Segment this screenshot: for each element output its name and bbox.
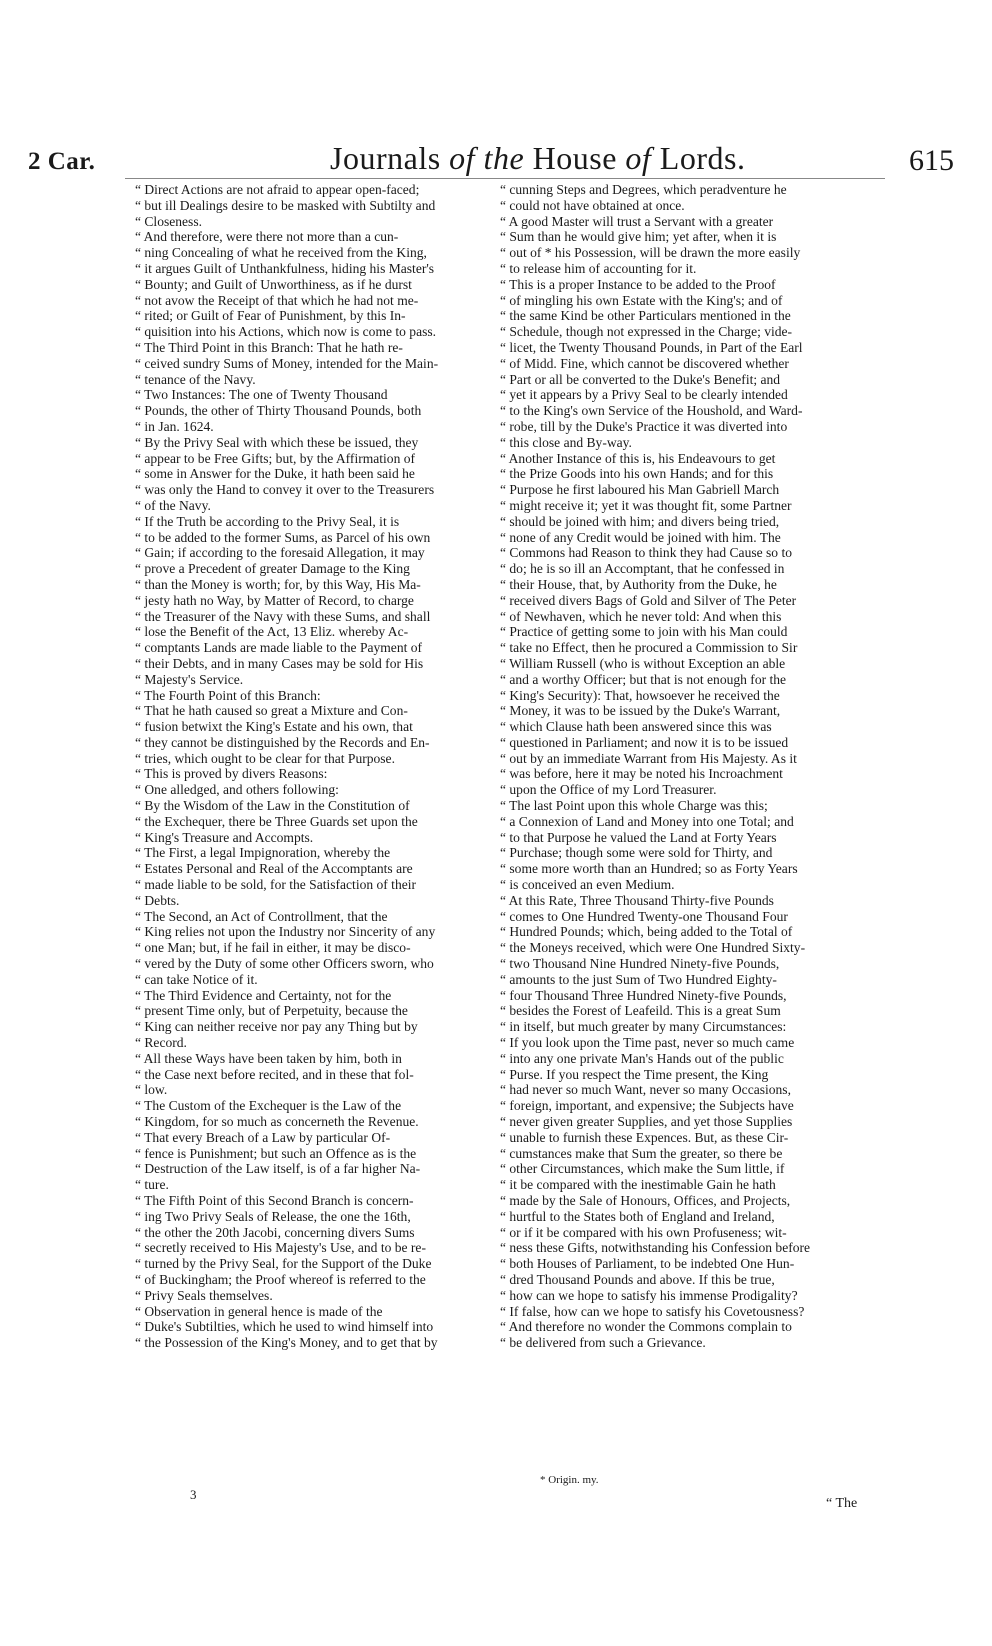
text-line: “ tenance of the Navy.: [135, 371, 256, 387]
text-line: “ If you look upon the Time past, never so much came: [500, 1035, 795, 1051]
text-line: “ of mingling his own Estate with the King's; and of: [500, 292, 783, 308]
text-line: “ vered by the Duty of some other Officers sworn, who: [135, 956, 434, 972]
text-line: “ Schedule, though not expressed in the Charge; vide-: [500, 324, 793, 340]
text-line: “ of Newhaven, which he never told: And when this: [500, 608, 782, 624]
text-line: “ received divers Bags of Gold and Silver of The Peter: [500, 592, 797, 608]
text-line: “ in itself, but much greater by many Circumstances:: [500, 1019, 787, 1035]
text-line: “ The Fifth Point of this Second Branch is concern-: [135, 1193, 414, 1208]
text-line: “ to that Purpose he valued the Land at Forty Years: [500, 829, 777, 845]
header-rule: [125, 178, 885, 179]
text-line: “ William Russell (who is without Exception an able: [500, 655, 786, 671]
left-column: [135, 182, 479, 1462]
title-word-lords: Lords.: [659, 140, 746, 176]
text-line: “ two Thousand Nine Hundred Ninety-five Pounds,: [500, 956, 780, 972]
text-line: “ foreign, important, and expensive; the Subjects have: [500, 1098, 794, 1114]
text-line: “ to release him of accounting for it.: [500, 260, 697, 276]
text-line: “ This is a proper Instance to be added to the Proof: [500, 276, 776, 292]
text-line: “ comptants Lands are made liable to the Payment of: [135, 640, 423, 656]
text-line: “ Direct Actions are not afraid to appear open-faced;: [135, 182, 420, 197]
text-line: “ or if it be compared with his own Profuseness; wit-: [500, 1224, 787, 1240]
text-line: “ quisition into his Actions, which now is come to pass.: [135, 324, 437, 340]
text-line: “ fence is Punishment; but such an Offence as is the: [135, 1145, 417, 1161]
text-line: “ Another Instance of this is, his Endeavours to get: [500, 450, 776, 466]
text-line: “ it argues Guilt of Unthankfulness, hiding his Master's: [135, 260, 435, 276]
title-word-of-the: of the: [449, 140, 525, 176]
text-line: “ is conceived an even Medium.: [500, 877, 675, 893]
text-line: “ none of any Credit would be joined with him. The: [500, 529, 781, 545]
text-line: “ not avow the Receipt of that which he had not me-: [135, 292, 419, 308]
text-line: “ Bounty; and Guilt of Unworthiness, as if he durst: [135, 276, 412, 292]
text-line: “ The Fourth Point of this Branch:: [135, 687, 321, 703]
text-line: “ Two Instances: The one of Twenty Thousand: [135, 387, 388, 403]
text-line: “ Part or all be converted to the Duke's Benefit; and: [500, 371, 781, 387]
text-line: “ By the Wisdom of the Law in the Constitution of: [135, 798, 410, 814]
text-line: “ King can neither receive nor pay any Thing but by: [135, 1019, 418, 1035]
text-line: “ be delivered from such a Grievance.: [500, 1335, 706, 1351]
text-line: “ some more worth than an Hundred; so as Forty Years: [500, 861, 798, 877]
text-line: “ All these Ways have been taken by him, both in: [135, 1050, 402, 1066]
text-line: “ how can we hope to satisfy his immense Prodigality?: [500, 1287, 798, 1303]
text-line: “ Money, it was to be issued by the Duke's Warrant,: [500, 703, 781, 719]
text-line: “ This is proved by divers Reasons:: [135, 766, 328, 782]
text-line: “ the Case next before recited, and in these that fol-: [135, 1066, 414, 1082]
text-line: “ to the King's own Service of the Houshold, and Ward-: [500, 403, 803, 419]
text-line: “ That he hath caused so great a Mixture and Con-: [135, 703, 408, 719]
text-line: “ the Prize Goods into his own Hands; and for this: [500, 466, 774, 482]
text-line: “ King's Security): That, howsoever he received the: [500, 687, 780, 703]
text-line: “ turned by the Privy Seal, for the Support of the Duke: [135, 1256, 432, 1272]
text-line: “ of the Navy.: [135, 497, 211, 513]
text-line: “ the other the 20th Jacobi, concerning divers Sums: [135, 1224, 415, 1240]
text-line: “ never given greater Supplies, and yet those Supplies: [500, 1114, 793, 1130]
text-line: “ upon the Office of my Lord Treasurer.: [500, 782, 717, 798]
text-line: “ a Connexion of Land and Money into one Total; and: [500, 813, 794, 829]
text-line: “ other Circumstances, which make the Sum little, if: [500, 1161, 785, 1177]
text-line: “ might receive it; yet it was thought fit, some Partner: [500, 497, 792, 513]
text-line: “ The last Point upon this whole Charge was this;: [500, 798, 768, 814]
text-line: “ they cannot be distinguished by the Records and En-: [135, 734, 430, 750]
text-line: “ King's Treasure and Accompts.: [135, 829, 314, 845]
text-line: “ cunning Steps and Degrees, which peradventure he: [500, 182, 787, 197]
text-line: “ One alledged, and others following:: [135, 782, 339, 798]
text-line: “ their House, that, by Authority from the Duke, he: [500, 576, 777, 592]
page-number: 615: [909, 144, 954, 177]
text-line: “ should be joined with him; and divers being tried,: [500, 513, 780, 529]
text-line: “ yet it appears by a Privy Seal to be clearly intended: [500, 387, 788, 403]
text-line: “ prove a Precedent of greater Damage to the King: [135, 561, 410, 577]
text-line: “ some in Answer for the Duke, it hath been said he: [135, 466, 415, 482]
text-line: “ had never so much Want, never so many Occasions,: [500, 1082, 791, 1098]
text-line: “ in Jan. 1624.: [135, 418, 214, 434]
text-line: “ was only the Hand to convey it over to the Treasurers: [135, 482, 435, 498]
title-word-journals: Journals: [330, 140, 441, 176]
text-line: “ King relies not upon the Industry nor Sincerity of any: [135, 924, 436, 940]
text-line: “ questioned in Parliament; and now it is to be issued: [500, 734, 789, 750]
title-word-house: House: [532, 140, 617, 176]
text-line: “ lose the Benefit of the Act, 13 Eliz. whereby Ac-: [135, 624, 409, 640]
text-line: “ the Moneys received, which were One Hundred Sixty-: [500, 940, 806, 956]
text-line: “ Majesty's Service.: [135, 671, 244, 687]
text-line: “ which Clause hath been answered since this was: [500, 719, 772, 735]
text-line: “ of Buckingham; the Proof whereof is referred to the: [135, 1271, 426, 1287]
text-line: “ And therefore no wonder the Commons complain to: [500, 1319, 792, 1335]
text-line: “ present Time only, but of Perpetuity, because the: [135, 1003, 408, 1019]
text-line: “ this close and By-way.: [500, 434, 632, 450]
text-line: “ take no Effect, then he procured a Commission to Sir: [500, 640, 798, 656]
text-line: “ ing Two Privy Seals of Release, the one the 16th,: [135, 1208, 411, 1224]
text-line: “ That every Breach of a Law by particular Of-: [135, 1129, 391, 1145]
text-line: “ into any one private Man's Hands out of the public: [500, 1050, 784, 1066]
text-line: “ dred Thousand Pounds and above. If this be true,: [500, 1271, 775, 1287]
text-line: “ of Midd. Fine, which cannot be discovered whether: [500, 355, 789, 371]
text-line: “ ture.: [135, 1177, 169, 1193]
text-line: “ Record.: [135, 1035, 187, 1051]
text-line: “ hurtful to the States both of England and Ireland,: [500, 1208, 775, 1224]
text-line: “ can take Notice of it.: [135, 971, 258, 987]
running-head-left: 2 Car.: [28, 148, 96, 175]
text-line: “ A good Master will trust a Servant with a greater: [500, 213, 774, 229]
text-line: “ ning Concealing of what he received from the King,: [135, 245, 427, 261]
text-line: “ Purpose he first laboured his Man Gabriell March: [500, 482, 780, 498]
text-line: “ the Exchequer, there be Three Guards set upon the: [135, 813, 418, 829]
text-line: “ Observation in general hence is made of the: [135, 1303, 383, 1319]
text-line: “ Kingdom, for so much as concerneth the Revenue.: [135, 1114, 419, 1130]
text-line: “ out of * his Possession, will be drawn the more easily: [500, 245, 801, 261]
text-line: “ fusion betwixt the King's Estate and his own, that: [135, 719, 413, 735]
text-line: “ And therefore, were there not more than a cun-: [135, 229, 399, 245]
text-line: “ Gain; if according to the foresaid Allegation, it may: [135, 545, 425, 561]
text-line: “ rited; or Guilt of Fear of Punishment, by this In-: [135, 308, 406, 324]
text-line: “ The Third Point in this Branch: That he hath re-: [135, 339, 403, 355]
text-line: “ jesty hath no Way, by Matter of Record, to charge: [135, 592, 414, 608]
text-line: “ amounts to the just Sum of Two Hundred Eighty-: [500, 971, 777, 987]
text-line: “ The Second, an Act of Controllment, that the: [135, 908, 388, 924]
text-line: “ low.: [135, 1082, 168, 1098]
text-line: “ At this Rate, Three Thousand Thirty-five Pounds: [500, 892, 774, 908]
text-line: “ do; he is so ill an Accomptant, that he confessed in: [500, 561, 785, 577]
text-line: “ cumstances make that Sum the greater, so there be: [500, 1145, 783, 1161]
text-line: “ The Third Evidence and Certainty, not for the: [135, 987, 392, 1003]
text-line: “ Commons had Reason to think they had Cause so to: [500, 545, 792, 561]
title-word-of: of: [625, 140, 652, 176]
text-line: “ it be compared with the inestimable Gain he hath: [500, 1177, 776, 1193]
text-line: “ Hundred Pounds; which, being added to the Total of: [500, 924, 793, 940]
text-line: “ The Custom of the Exchequer is the Law of the: [135, 1098, 402, 1114]
text-line: “ unable to furnish these Expences. But, as these Cir-: [500, 1129, 789, 1145]
text-line: “ ceived sundry Sums of Money, intended for the Main-: [135, 355, 439, 371]
text-line: “ Estates Personal and Real of the Accomptants are: [135, 861, 413, 877]
text-line: “ was before, here it may be noted his Incroachment: [500, 766, 783, 782]
text-line: “ out by an immediate Warrant from His Majesty. As it: [500, 750, 797, 766]
right-column: [500, 182, 844, 1462]
text-line: “ Debts.: [135, 892, 180, 908]
text-line: “ but ill Dealings desire to be masked with Subtilty and: [135, 197, 436, 213]
text-line: “ Purchase; though some were sold for Thirty, and: [500, 845, 773, 861]
text-line: “ Privy Seals themselves.: [135, 1287, 273, 1303]
footnote: * Origin. my.: [540, 1474, 599, 1486]
text-line: “ The First, a legal Impignoration, whereby the: [135, 845, 391, 861]
catchword: “ The: [826, 1496, 858, 1511]
text-line: “ one Man; but, if he fail in either, it may be disco-: [135, 940, 411, 956]
text-line: “ four Thousand Three Hundred Ninety-five Pounds,: [500, 987, 787, 1003]
text-line: “ and a worthy Officer; but that is not enough for the: [500, 671, 787, 687]
text-line: “ made liable to be sold, for the Satisfaction of their: [135, 877, 417, 893]
text-line: “ ness these Gifts, notwithstanding his Confession before: [500, 1240, 811, 1256]
text-line: “ could not have obtained at once.: [500, 197, 685, 213]
text-line: “ to be added to the former Sums, as Parcel of his own: [135, 529, 431, 545]
text-line: “ their Debts, and in many Cases may be sold for His: [135, 655, 424, 671]
text-line: “ the Treasurer of the Navy with these Sums, and shall: [135, 608, 431, 624]
text-line: “ both Houses of Parliament, to be indebted One Hun-: [500, 1256, 795, 1272]
text-line: “ the Possession of the King's Money, and to get that by: [135, 1335, 438, 1351]
text-line: “ tries, which ought to be clear for that Purpose.: [135, 750, 395, 766]
text-line: “ Practice of getting some to join with his Man could: [500, 624, 788, 640]
text-line: “ secretly received to His Majesty's Use, and to be re-: [135, 1240, 426, 1256]
signature-mark: 3: [190, 1487, 197, 1502]
text-line: “ robe, till by the Duke's Practice it was diverted into: [500, 418, 788, 434]
text-line: “ Sum than he would give him; yet after, when it is: [500, 229, 777, 245]
text-line: “ Closeness.: [135, 213, 202, 229]
text-line: “ Duke's Subtilties, which he used to wind himself into: [135, 1319, 434, 1335]
text-line: “ Destruction of the Law itself, is of a far higher Na-: [135, 1161, 421, 1177]
text-line: “ If false, how can we hope to satisfy his Covetousness?: [500, 1303, 805, 1319]
page-header: [0, 0, 992, 180]
text-line: “ appear to be Free Gifts; but, by the Affirmation of: [135, 450, 416, 466]
text-line: “ comes to One Hundred Twenty-one Thousand Four: [500, 908, 788, 924]
text-line: “ the same Kind be other Particulars mentioned in the: [500, 308, 791, 324]
text-line: “ If the Truth be according to the Privy Seal, it is: [135, 513, 400, 529]
running-head-title: [330, 140, 745, 177]
text-line: “ By the Privy Seal with which these be issued, they: [135, 434, 419, 450]
text-line: “ licet, the Twenty Thousand Pounds, in Part of the Earl: [500, 339, 803, 355]
text-line: “ Pounds, the other of Thirty Thousand Pounds, both: [135, 403, 422, 419]
text-line: “ made by the Sale of Honours, Offices, and Projects,: [500, 1193, 791, 1208]
text-line: “ Purse. If you respect the Time present, the King: [500, 1066, 769, 1082]
text-line: “ besides the Forest of Leafeild. This is a great Sum: [500, 1003, 781, 1019]
text-line: “ than the Money is worth; for, by this Way, His Ma-: [135, 576, 421, 592]
